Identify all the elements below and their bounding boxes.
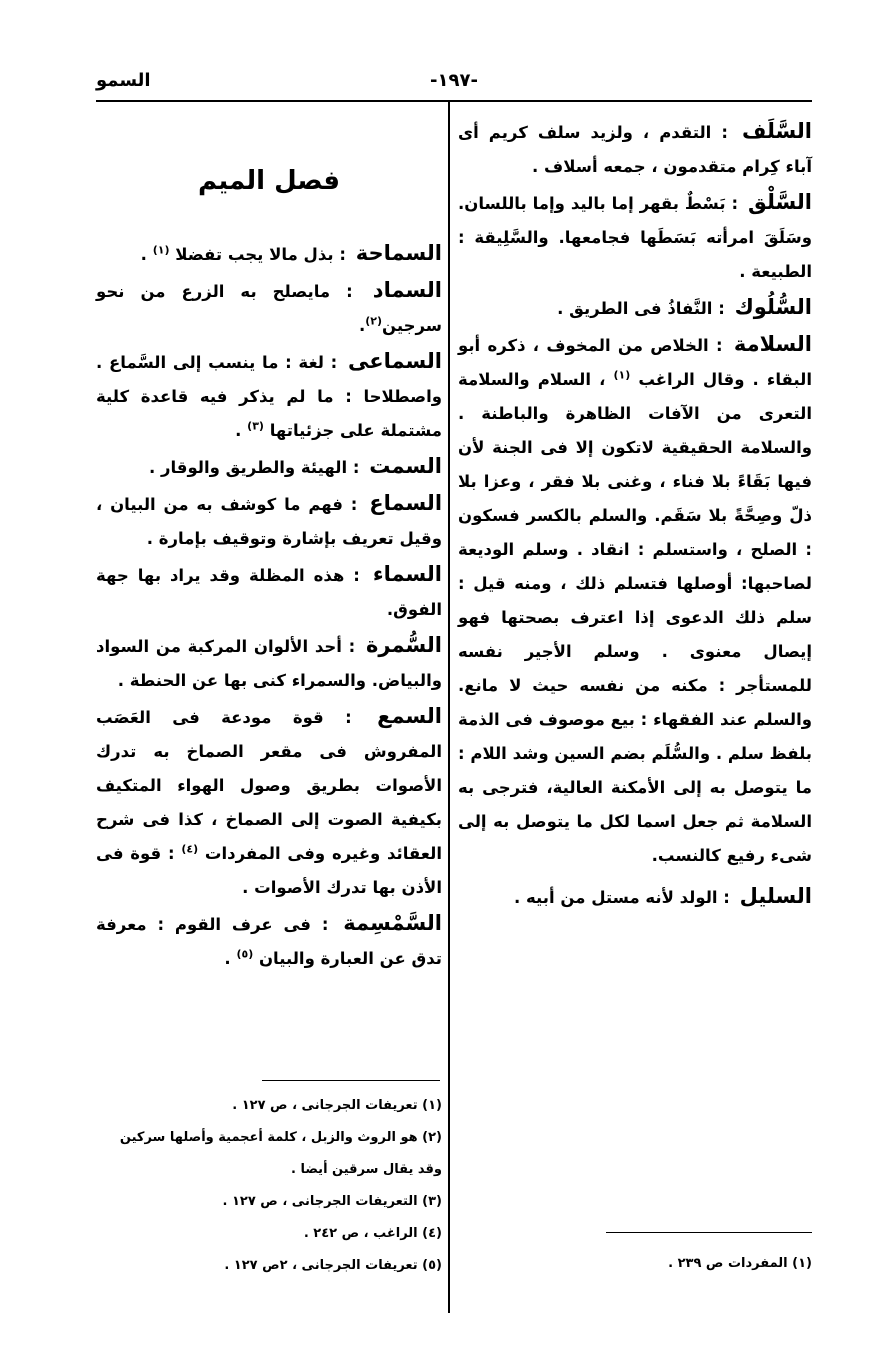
entry-term: السُّمرة	[366, 633, 442, 657]
entry-samaa-sky	[96, 557, 442, 627]
entry-definition: : التقدم ، ولزيد سلف كريم أى آباء كِرام متقدمون ، جمعه أسلاف .	[458, 123, 812, 176]
right-column	[458, 114, 812, 916]
column-divider	[448, 101, 450, 1313]
header-rule	[96, 100, 812, 102]
entry-definition: : الولد لأنه مستل من أبيه .	[514, 888, 730, 907]
entry-definition-cont: : قوة فى الأذن بها تدرك الأصوات .	[96, 844, 442, 897]
entry-term: السماع	[369, 491, 443, 515]
running-header-word: السمو	[96, 70, 151, 91]
footnote-marker: (٥)	[236, 947, 254, 961]
entry-term: السماء	[372, 562, 442, 586]
entry-definition: : هذه المظلة وقد يراد بها جهة الفوق.	[96, 566, 442, 619]
entry-samsama	[96, 906, 442, 976]
entry-samaai	[96, 344, 442, 448]
entry-definition: : أحد الألوان المركبة من السواد والبياض. والسمراء كنى بها عن الحنطة .	[96, 637, 442, 690]
footnote: (٥) تعريفات الجرجانى ، ٢ص ١٢٧ .	[224, 1258, 442, 1273]
entry-term: السماحة	[355, 241, 442, 265]
entry-samaha	[96, 236, 442, 272]
entry-term: السُّلُوك	[734, 295, 812, 319]
footnote: (٤) الراغب ، ص ٢٤٢ .	[303, 1226, 442, 1241]
entry-definition-cont: .	[140, 245, 147, 264]
entry-definition: : بذل مالا يجب تفضلا	[175, 245, 346, 264]
entry-definition-cont: ، السلام والسلامة التعرى من الآفات الظاهرة والباطنة . والسلامة الحقيقية لاتكون إلا فى الجنة لأن فيها بَقَاءً بلا فناء ، وغنى بلا فقر ، وعزا بلا ذلّ وصِحَّةً بلا سَقَم. والسلم بالكسر فسكون : الصلح ، واستسلم : انقاد . وسلم الوديعة لصاحبها: أوصلها فتسلم ذلك ، ومنه قيل : سلم ذلك الدعوى إذا اعترف بصحتها فهو إيصال معنوى . وسلم الأجير نفسه للمستأجر : مكنه من نفسه حيث لا مانع. والسلم عند الفقهاء : بيع موصوف فى الذمة بلفظ سلم . والسُّلَم بضم السين وشد اللام : ما يتوصل به إلى الأمكنة العالية، فترجى به السلامة ثم جعل اسما لكل ما يتوصل به إلى شىء رفيع كالنسب.	[458, 370, 812, 865]
entry-suluk	[458, 290, 812, 326]
entry-definition: : الخلاص من المخوف ، ذكره أبو البقاء . وقال الراغب	[458, 336, 812, 389]
entry-term: السماعى	[347, 349, 442, 373]
section-title: فصل الميم	[197, 166, 340, 196]
entry-definition: : الهيئة والطريق والوقار .	[148, 458, 360, 477]
footnote-marker: (١)	[152, 243, 170, 257]
entry-definition: : قوة مودعة فى العَصَب المفروش فى مقعر الصماخ به تدرك الأصوات بطريق وصول الهواء المتكيف بكيفية الصوت إلى الصماخ ، كذا فى شرح العقائد وغيره وفى المفردات	[96, 708, 442, 863]
footnote: (١) المفردات ص ٢٣٩ .	[668, 1256, 812, 1271]
footnote: (٣) التعريفات الجرجانى ، ص ١٢٧ .	[222, 1194, 442, 1209]
entry-definition-cont: .	[224, 949, 231, 968]
entry-salq	[458, 185, 812, 289]
entry-salaf	[458, 114, 812, 184]
left-column	[96, 160, 442, 977]
entry-term: السماد	[372, 278, 442, 302]
entry-definition-cont: .	[358, 316, 366, 335]
entry-definition: : لغة : ما ينسب إلى السَّماع . واصطلاحا : ما لم يذكر فيه قاعدة كلية مشتملة على جزئياتها	[96, 353, 442, 440]
entry-sam	[96, 699, 442, 905]
entry-definition: : مايصلح به الزرع من نحو سرجين	[96, 282, 442, 335]
entry-definition: : فى عرف القوم : معرفة تدق عن العبارة والبيان	[96, 915, 442, 968]
footnote-marker: (٤)	[181, 842, 199, 856]
entry-term: السَّلَف	[741, 119, 812, 143]
entry-sumra	[96, 628, 442, 698]
footnote-rule	[262, 1080, 440, 1081]
entry-term: السمع	[377, 704, 442, 728]
entry-term: السَّمْسِمة	[343, 911, 442, 935]
footnote-rule	[606, 1232, 812, 1233]
entry-definition: : فهم ما كوشف به من البيان ، وقيل تعريف بإشارة وتوقيف بإمارة .	[96, 495, 442, 548]
entry-term: السلامة	[733, 332, 812, 356]
entry-salil	[458, 879, 812, 915]
entry-samaa	[96, 486, 442, 556]
entry-salama	[458, 327, 812, 873]
entry-definition: : بَسْطٌ بقهر إما باليد وإما باللسان. وسَلَقَ امرأته بَسَطَها فجامعها. والسَّلِيقة : الطبيعة .	[458, 194, 812, 281]
entry-samad	[96, 273, 442, 343]
entry-term: السَّلْق	[748, 190, 812, 214]
entry-definition-cont: .	[235, 421, 242, 440]
footnotes-right	[458, 1248, 812, 1280]
page-number: -١٩٧-	[430, 70, 478, 91]
entry-term: السليل	[739, 884, 812, 908]
footnote-marker: (١)	[613, 368, 631, 382]
footnote-marker: (٣)	[247, 419, 264, 433]
footnote-marker: (٢)	[365, 314, 383, 328]
footnote: (٢) هو الروث والزبل ، كلمة أعجمية وأصلها سركين وقد يقال سرقين أيضا .	[119, 1130, 442, 1177]
footnotes-left	[96, 1090, 442, 1282]
footnote: (١) تعريفات الجرجانى ، ص ١٢٧ .	[232, 1098, 442, 1113]
entry-samt	[96, 449, 442, 485]
entry-term: السمت	[369, 454, 442, 478]
entry-definition: : النَّفاذُ فى الطريق .	[557, 299, 725, 318]
